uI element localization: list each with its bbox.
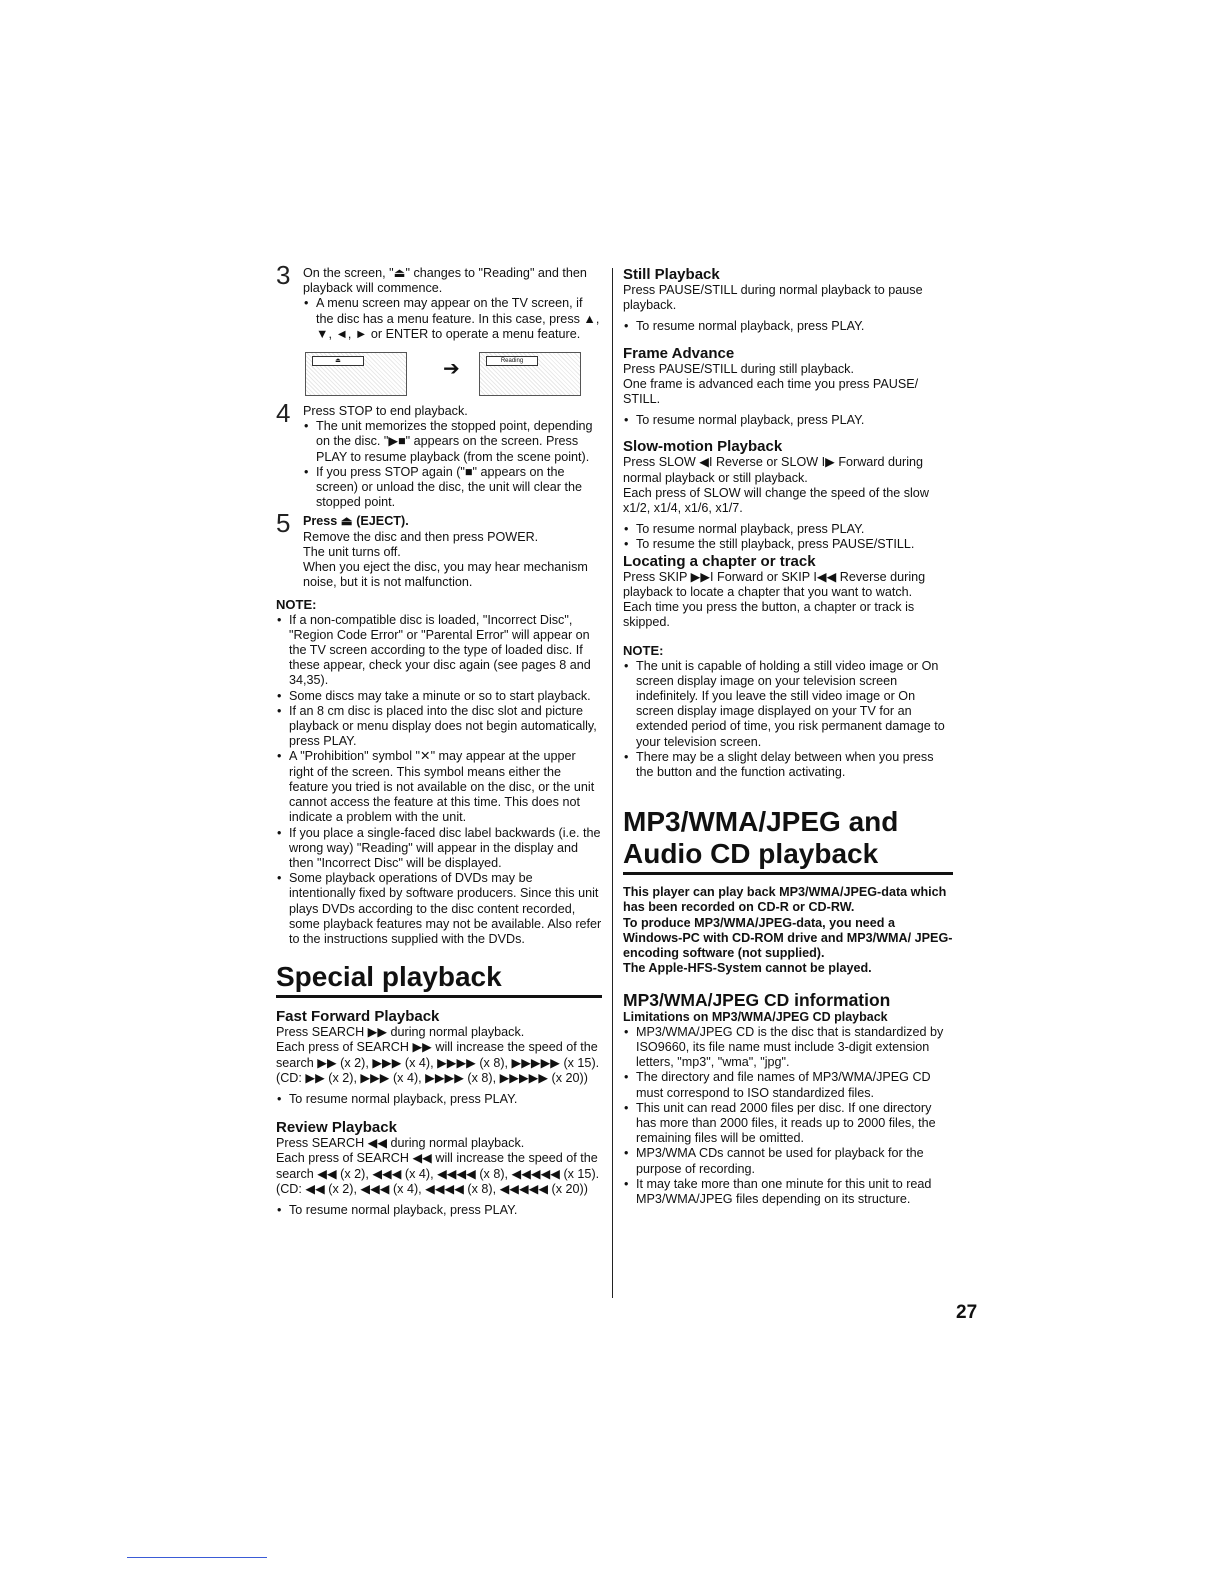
mp3-info-heading: MP3/WMA/JPEG CD information <box>623 989 891 1010</box>
ff-line: (CD: ▶▶ (x 2), ▶▶▶ (x 4), ▶▶▶▶ (x 8), ▶▶▶▶▶ (x 20)) <box>276 1070 588 1085</box>
special-playback-title: Special playback <box>276 961 502 993</box>
limitation-item: • This unit can read 2000 files per disc. If one directory has more than 2000 files, it reads up to 2000 files, the remaining files will be omitted. <box>623 1101 953 1147</box>
step-bullet: • A menu screen may appear on the TV screen, if the disc has a menu feature. In this case, press ▲, ▼, ◄, ► or ENTER to operate a menu feature. <box>303 296 602 342</box>
still-heading: Still Playback <box>623 266 720 283</box>
ff-line: Each press of SEARCH ▶▶ will increase the speed of the search ▶▶ (x 2), ▶▶▶ (x 4), ▶▶▶▶ (x 8), ▶▶▶▶▶ (x 15). <box>276 1040 600 1070</box>
step-4 <box>276 398 602 510</box>
rev-bullet: • To resume normal playback, press PLAY. <box>276 1203 602 1218</box>
slow-heading: Slow-motion Playback <box>623 438 783 456</box>
title-rule <box>276 995 602 998</box>
still-text: Press PAUSE/STILL during normal playback to pause playback. <box>623 283 923 313</box>
note-item: • If a non-compatible disc is loaded, "Incorrect Disc", "Region Code Error" or "Parental Error" will appear on the TV screen according to the type of loaded disc. If these appear, check your disc again (see pages 8 and 34,35). <box>276 613 602 689</box>
limitation-item: • The directory and file names of MP3/WMA/JPEG CD must correspond to ISO standardized files. <box>623 1070 953 1100</box>
screen-illustration <box>303 352 602 396</box>
slow-line: Each press of SLOW will change the speed of the slow x1/2, x1/4, x1/6, x1/7. <box>623 485 929 516</box>
locate-line: Each time you press the button, a chapter or track is skipped. <box>623 600 915 630</box>
rev-line: Each press of SEARCH ◀◀ will increase the speed of the search ◀◀ (x 2), ◀◀◀ (x 4), ◀◀◀◀ (x 8), ◀◀◀◀◀ (x 15). <box>276 1151 600 1181</box>
step-number: 4 <box>276 398 291 429</box>
left-column <box>276 260 602 1218</box>
frame-line: Press PAUSE/STILL during still playback. <box>623 361 854 376</box>
note-item: • Some discs may take a minute or so to start playback. <box>276 689 602 704</box>
screen-label: Reading <box>486 356 538 366</box>
column-divider <box>612 268 613 1298</box>
review-heading: Review Playback <box>276 1119 397 1137</box>
mp3-intro-line: The Apple-HFS-System cannot be played. <box>623 961 872 976</box>
note-item: • If an 8 cm disc is placed into the disc slot and picture playback or menu display does not begin automatically, press PLAY. <box>276 704 602 750</box>
limitations-list <box>623 1025 953 1207</box>
step-line: The unit turns off. <box>303 544 401 559</box>
note-item: • If you place a single-faced disc label backwards (i.e. the wrong way) "Reading" will appear in the display and then "Incorrect Disc" will be displayed. <box>276 826 602 872</box>
step-line: When you eject the disc, you may hear mechanism noise, but it is not malfunction. <box>303 560 588 590</box>
screen-label: ⏏ <box>312 356 364 366</box>
note-heading: NOTE: <box>623 643 664 659</box>
rev-line: Press SEARCH ◀◀ during normal playback. <box>276 1136 525 1151</box>
step-bullet: • The unit memorizes the stopped point, depending on the disc. "▶■" appears on the screen. Press PLAY to resume playback (from the scene point). <box>303 419 602 465</box>
locate-line: Press SKIP ▶▶I Forward or SKIP I◀◀ Reverse during playback to locate a chapter that you want to watch. <box>623 569 926 599</box>
step-number: 3 <box>276 260 291 290</box>
mp3-intro-line: To produce MP3/WMA/JPEG-data, you need a Windows-PC with CD-ROM drive and MP3/WMA/ JPEG-encoding software (not supplied). <box>623 915 953 961</box>
step-number: 5 <box>276 508 291 539</box>
step-5 <box>276 508 602 590</box>
step-text: On the screen, "⏏" changes to "Reading" and then playback will commence. <box>303 266 587 296</box>
mp3-title-line-1: MP3/WMA/JPEG and <box>623 806 899 838</box>
note-list <box>623 659 953 781</box>
frame-line: One frame is advanced each time you press PAUSE/ STILL. <box>623 376 919 407</box>
mp3-intro-line: This player can play back MP3/WMA/JPEG-data which has been recorded on CD-R or CD-RW. <box>623 885 947 915</box>
limitation-item: • MP3/WMA/JPEG CD is the disc that is standardized by ISO9660, its file name must include 3-digit extension letters, "mp3", "wma", "jpg". <box>623 1025 953 1071</box>
step-line: Remove the disc and then press POWER. <box>303 529 539 544</box>
note-list <box>276 613 602 947</box>
note-item: • A "Prohibition" symbol "✕" may appear at the upper right of the screen. This symbol means either the feature you tried is not available on the disc, or the unit cannot access the feature at this time. This does not indicate a problem with the unit. <box>276 749 602 825</box>
step-3 <box>276 260 602 396</box>
arrow-right-icon: ➔ <box>443 358 460 381</box>
limitation-item: • It may take more than one minute for this unit to read MP3/WMA/JPEG files depending on its structure. <box>623 1177 953 1207</box>
step-text: Press ⏏ (EJECT). <box>303 514 409 529</box>
still-bullet: • To resume normal playback, press PLAY. <box>623 319 953 334</box>
limitations-heading: Limitations on MP3/WMA/JPEG CD playback <box>623 1009 888 1024</box>
step-bullet: • If you press STOP again ("■" appears on the screen) or unload the disc, the unit will clear the stopped point. <box>303 465 602 511</box>
right-column <box>623 266 953 1207</box>
note-heading: NOTE: <box>276 597 317 613</box>
slow-bullet: • To resume the still playback, press PAUSE/STILL. <box>623 537 953 552</box>
limitation-item: • MP3/WMA CDs cannot be used for playback for the purpose of recording. <box>623 1146 953 1176</box>
fast-forward-heading: Fast Forward Playback <box>276 1008 440 1026</box>
slow-bullet: • To resume normal playback, press PLAY. <box>623 522 953 537</box>
slow-line: Press SLOW ◀I Reverse or SLOW I▶ Forward during normal playback or still playback. <box>623 455 924 485</box>
footer-link-line <box>127 1557 267 1558</box>
rev-line: (CD: ◀◀ (x 2), ◀◀◀ (x 4), ◀◀◀◀ (x 8), ◀◀◀◀◀ (x 20)) <box>276 1181 588 1196</box>
locate-heading: Locating a chapter or track <box>623 552 816 570</box>
note-item: • The unit is capable of holding a still video image or On screen display image on your television screen indefinitely. If you leave the still video image or On screen display image displayed on your TV for an extended period of time, you risk permanent damage to your television screen. <box>623 659 953 750</box>
screen-after <box>479 352 581 396</box>
note-item: • There may be a slight delay between when you press the button and the function activating. <box>623 750 953 780</box>
step-text: Press STOP to end playback. <box>303 404 468 419</box>
ff-line: Press SEARCH ▶▶ during normal playback. <box>276 1025 525 1040</box>
frame-heading: Frame Advance <box>623 344 735 362</box>
mp3-title-line-2: Audio CD playback <box>623 838 879 870</box>
ff-bullet: • To resume normal playback, press PLAY. <box>276 1092 602 1107</box>
note-item: • Some playback operations of DVDs may be intentionally fixed by software producers. Since this unit plays DVDs according to the disc content recorded, some playback features may not be available. Also refer to the instructions supplied with the DVDs. <box>276 871 602 947</box>
page-number: 27 <box>956 1302 978 1323</box>
frame-bullet: • To resume normal playback, press PLAY. <box>623 413 953 428</box>
screen-before <box>305 352 407 396</box>
